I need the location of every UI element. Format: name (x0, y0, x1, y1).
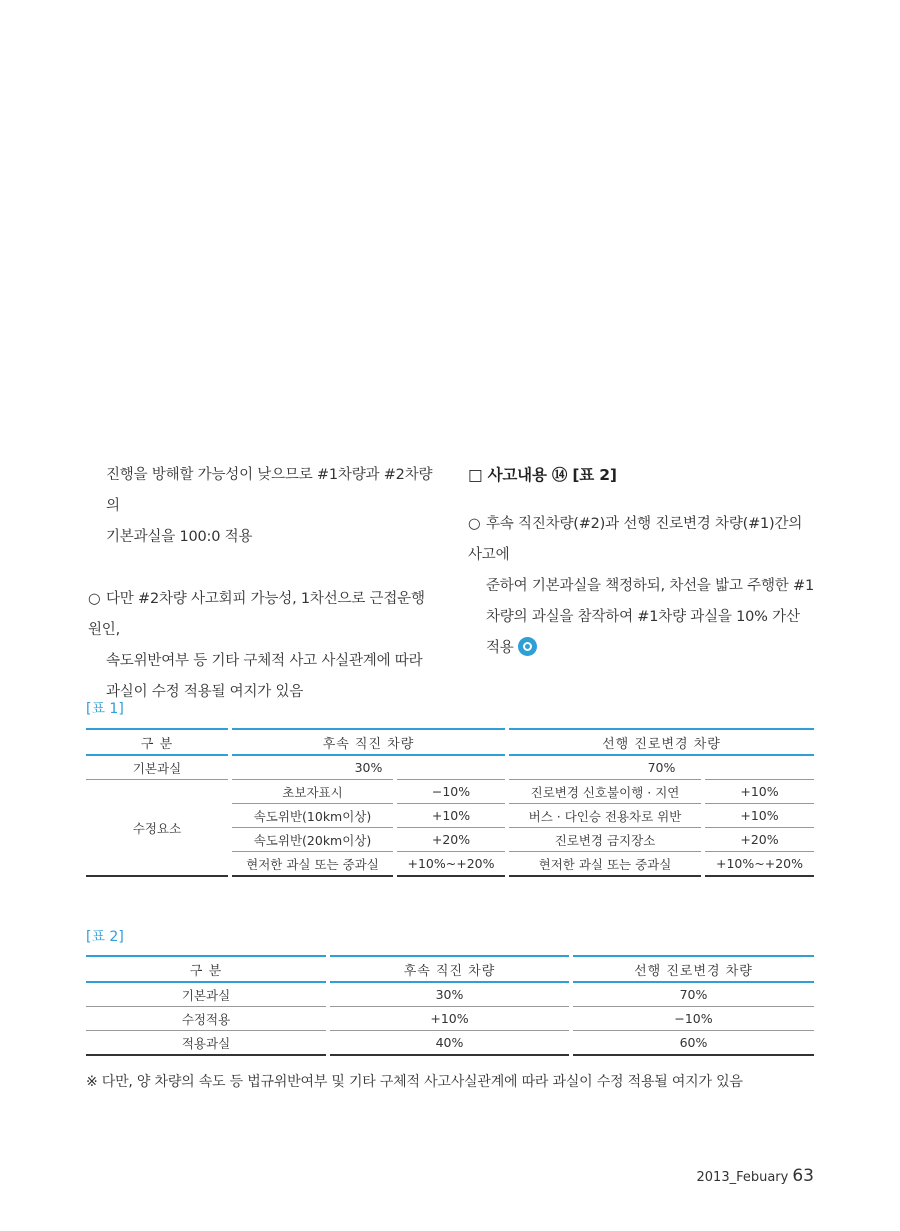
table1-cell: +10%~+20% (703, 852, 814, 877)
right-para-line1 (468, 509, 816, 571)
footnote: ※ 다만, 양 차량의 속도 등 법규위반여부 및 기타 구체적 사고사실관계에 따라 과실이 수정 적용될 여지가 있음 (86, 1074, 743, 1090)
page-footer (697, 1166, 815, 1186)
table1-cell: +10%~+20% (395, 852, 507, 877)
table2-header-row (86, 956, 814, 982)
table2-head-following: 후속 직진 차량 (328, 956, 571, 982)
page-number: 63 (792, 1166, 814, 1186)
table2-cell: 40% (328, 1031, 571, 1056)
table-row (86, 1007, 814, 1031)
table1-base-following: 30% (230, 755, 507, 780)
table1 (86, 728, 814, 877)
table2-cell: 수정적용 (86, 1007, 328, 1031)
table2-head-leading: 선행 진로변경 차량 (571, 956, 814, 982)
table2-cell: 70% (571, 982, 814, 1007)
table1-cell: 현저한 과실 또는 중과실 (507, 852, 703, 877)
table1-header-row (86, 729, 814, 755)
table2-head-category: 구 분 (86, 956, 328, 982)
table-row (86, 982, 814, 1007)
table1-cell: +20% (703, 828, 814, 852)
table1-cell: 속도위반(20km이상) (230, 828, 395, 852)
table1-cell: 속도위반(10km이상) (230, 804, 395, 828)
table1-cell: 현저한 과실 또는 중과실 (230, 852, 395, 877)
para1-line2: 기본과실을 100:0 적용 (106, 529, 253, 545)
note-circle-icon (518, 637, 537, 656)
table1-base-row (86, 755, 814, 780)
para2-line1 (88, 584, 438, 646)
table2-cell: 30% (328, 982, 571, 1007)
right-para-line3-text: 차량의 과실을 참작하여 #1차량 과실을 10% 가산 적용 (486, 609, 800, 656)
left-column (88, 460, 438, 708)
table1-base-leading: 70% (507, 755, 814, 780)
table1-cell: +10% (395, 804, 507, 828)
table1-head-category: 구 분 (86, 729, 230, 755)
table-row (86, 1031, 814, 1056)
right-para-line3 (468, 602, 816, 664)
table1-cell: +20% (395, 828, 507, 852)
para2-line3: 과실이 수정 적용될 여지가 있음 (106, 684, 304, 700)
para1-line1: 진행을 방해할 가능성이 낮으므로 #1차량과 #2차량의 (106, 467, 433, 514)
table2-cell: 적용과실 (86, 1031, 328, 1056)
table1-head-leading: 선행 진로변경 차량 (507, 729, 814, 755)
table1-base-label: 기본과실 (86, 755, 230, 780)
table1-cell: +10% (703, 780, 814, 804)
table2-cell: 60% (571, 1031, 814, 1056)
table2-title: [표 2] (86, 929, 124, 945)
table1-cell: 버스 · 다인승 전용차로 위반 (507, 804, 703, 828)
table2-cell: −10% (571, 1007, 814, 1031)
table1-cell: +10% (703, 804, 814, 828)
right-para-line2: 준하여 기본과실을 책정하되, 차선을 밟고 주행한 #1 (486, 578, 814, 594)
bullet-circle: ○ (468, 516, 481, 532)
section-heading: □ 사고내용 ⑭ [표 2] (468, 466, 617, 484)
table1-cell: 초보자표시 (230, 780, 395, 804)
table2-cell: +10% (328, 1007, 571, 1031)
table1-head-following: 후속 직진 차량 (230, 729, 507, 755)
para2-line2: 속도위반여부 등 기타 구체적 사고 사실관계에 따라 (106, 653, 423, 669)
table1-title: [표 1] (86, 701, 124, 717)
table2 (86, 955, 814, 1056)
table1-cell: 진로변경 신호불이행 · 지연 (507, 780, 703, 804)
table-row (86, 780, 814, 804)
para2-line1-text: 다만 #2차량 사고회피 가능성, 1차선으로 근접운행 원인, (88, 591, 425, 638)
table1-cell: −10% (395, 780, 507, 804)
issue-label: 2013_Febuary (696, 1170, 789, 1185)
table1-cell: 진로변경 금지장소 (507, 828, 703, 852)
right-column (468, 460, 816, 664)
bullet-circle: ○ (88, 591, 101, 607)
table2-cell: 기본과실 (86, 982, 328, 1007)
table1-modifier-label: 수정요소 (86, 780, 230, 877)
right-para-line1-text: 후속 직진차량(#2)과 선행 진로변경 차량(#1)간의 사고에 (468, 516, 803, 563)
